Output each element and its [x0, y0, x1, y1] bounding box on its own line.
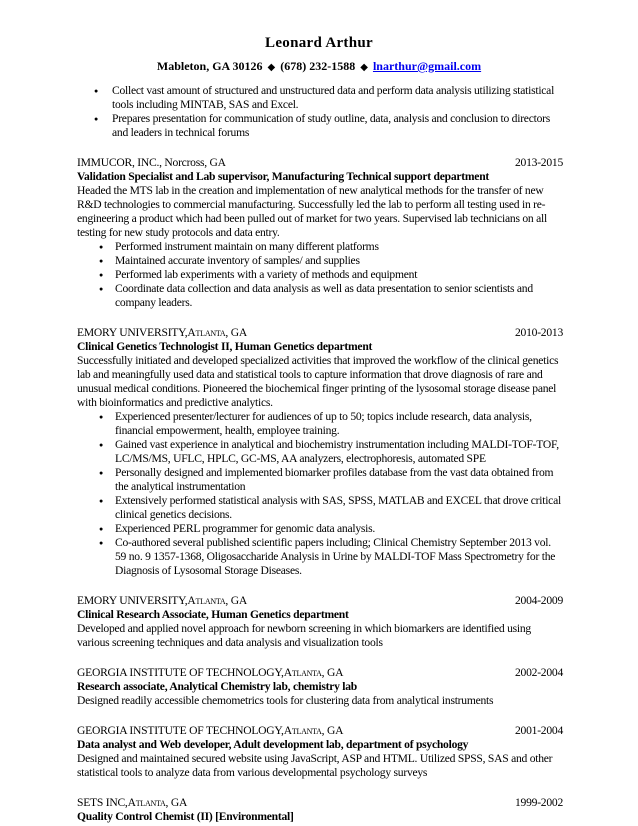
job-location: Atlanta, GA — [127, 796, 188, 809]
employer-with-location — [77, 666, 343, 680]
job-entry — [77, 326, 563, 578]
contact-line — [0, 59, 638, 75]
job-dates: 1999-2002 — [515, 796, 563, 809]
job-bullet: ● Personally designed and implemented biomarker profiles database from the vast data obtained from the analytical instrumentation — [77, 466, 563, 494]
job-bullet-list — [77, 410, 563, 578]
employer: IMMUCOR, INC., Norcross, GA — [77, 156, 226, 169]
email-link[interactable]: lnarthur@gmail.com — [372, 59, 482, 73]
job-location: Atlanta, GA — [187, 326, 247, 339]
job-location: Atlanta, GA — [283, 724, 344, 737]
job-header — [77, 594, 563, 608]
candidate-name: Leonard Arthur — [265, 35, 373, 51]
job-dates: 2013-2015 — [515, 156, 563, 169]
employer-with-location — [77, 724, 343, 738]
job-title: Data analyst and Web developer, Adult development lab, department of psychology — [77, 738, 469, 751]
address: Mableton, GA 30126 — [156, 59, 263, 73]
employer: EMORY UNIVERSITY, — [77, 326, 188, 339]
job-dates: 2010-2013 — [515, 326, 563, 339]
job-bullet: ● Gained vast experience in analytical and biochemistry instrumentation including MALDI-TOF-TOF, LC/MS/MS, UFLC, HPLC, GC-MS, AA analyzers, electrophoresis, automated SPE — [77, 438, 563, 466]
job-header — [77, 724, 563, 738]
job-location: Atlanta, GA — [187, 594, 247, 607]
job-header — [77, 666, 563, 680]
job-description: Developed and applied novel approach for newborn screening in which biomarkers are identified using various screening techniques and data analysis and visualization tools — [77, 622, 531, 649]
job-description: Headed the MTS lab in the creation and implementation of new analytical methods for the transfer of new R&D technologies to commercial manufacturing. Successfully led the lab to perform all testing used in re-engineering a product which had been pulled out of market for two years. Supervised lab technicians on all testing for new study protocols and data entry. — [77, 184, 547, 239]
job-bullet: ● Maintained accurate inventory of samples/ and supplies — [77, 254, 563, 268]
job-title: Clinical Genetics Technologist II, Human Genetics department — [77, 340, 373, 353]
job-bullet: ● Performed instrument maintain on many different platforms — [77, 240, 563, 254]
job-bullet: ● Coordinate data collection and data analysis as well as data presentation to senior scientists and company leaders. — [77, 282, 563, 310]
phone: (678) 232-1588 — [280, 59, 356, 73]
job-description: Successfully initiated and developed specialized activities that improved the workflow of the clinical genetics lab and meaningfully used data and statistical tools to capture information that drove diagnosis of rare and unusual medical conditions. Pioneered the biochemical finger printing of the lysosomal storage disease panel with bioinformatics and predictive analytics. — [77, 354, 559, 409]
summary-bullet-list — [77, 84, 563, 140]
summary-bullet: ● Prepares presentation for communication of study outline, data, analysis and conclusion to directors and leaders in technical forums — [77, 112, 563, 140]
employer: SETS INC, — [77, 796, 128, 809]
employer: GEORGIA INSTITUTE OF TECHNOLOGY, — [77, 724, 284, 737]
job-title: Research associate, Analytical Chemistry lab, chemistry lab — [77, 680, 357, 693]
job-location: Atlanta, GA — [283, 666, 344, 679]
employer-with-location — [77, 796, 187, 810]
job-entry — [77, 666, 563, 708]
job-bullet: ● Experienced presenter/lecturer for audiences of up to 50; topics include research, data analysis, financial empowerment, health, employee training. — [77, 410, 563, 438]
job-dates: 2004-2009 — [515, 594, 563, 607]
job-entry — [77, 724, 563, 780]
job-bullet: ● Performed lab experiments with a variety of methods and equipment — [77, 268, 563, 282]
job-description: Designed and maintained secured website using JavaScript, ASP and HTML. Utilized SPSS, SAS and other statistical tools to analyze data from various developmental psychology surveys — [77, 752, 553, 779]
job-entry — [77, 156, 563, 310]
employer-with-location — [77, 594, 247, 608]
job-bullet: ● Co-authored several published scientific papers including; Clinical Chemistry September 2013 vol. 59 no. 9 1357-1368, Oligosaccharide Analysis in Urine by MALDI-TOF Mass Spectrometry for the Diagnosis of Lysosomal Storage Diseases. — [77, 536, 563, 578]
employer: GEORGIA INSTITUTE OF TECHNOLOGY, — [77, 666, 284, 679]
employer-with-location — [77, 326, 247, 340]
resume-body — [77, 84, 563, 824]
job-title: Validation Specialist and Lab supervisor, Manufacturing Technical support department — [77, 170, 490, 183]
diamond-separator-icon: ◆ — [360, 62, 368, 73]
diamond-separator-icon: ◆ — [267, 62, 276, 73]
job-title: Clinical Research Associate, Human Genetics department — [77, 608, 349, 621]
summary-bullet: ● Collect vast amount of structured and unstructured data and perform data analysis utilizing statistical tools including MINTAB, SAS and Excel. — [77, 84, 563, 112]
job-entry — [77, 594, 563, 650]
job-description: Designed readily accessible chemometrics tools for clustering data from analytical instruments — [77, 694, 494, 707]
employer: EMORY UNIVERSITY, — [77, 594, 188, 607]
job-header — [77, 796, 563, 810]
job-entry — [77, 796, 563, 824]
job-bullet: ● Extensively performed statistical analysis with SAS, SPSS, MATLAB and EXCEL that drove critical clinical genetics decisions. — [77, 494, 563, 522]
job-dates: 2002-2004 — [515, 666, 563, 679]
job-bullet: ● Experienced PERL programmer for genomic data analysis. — [77, 522, 563, 536]
job-header — [77, 156, 563, 170]
job-bullet-list — [77, 240, 563, 310]
job-header — [77, 326, 563, 340]
job-title: Quality Control Chemist (II) [Environmental] — [77, 810, 294, 823]
job-dates: 2001-2004 — [515, 724, 563, 737]
